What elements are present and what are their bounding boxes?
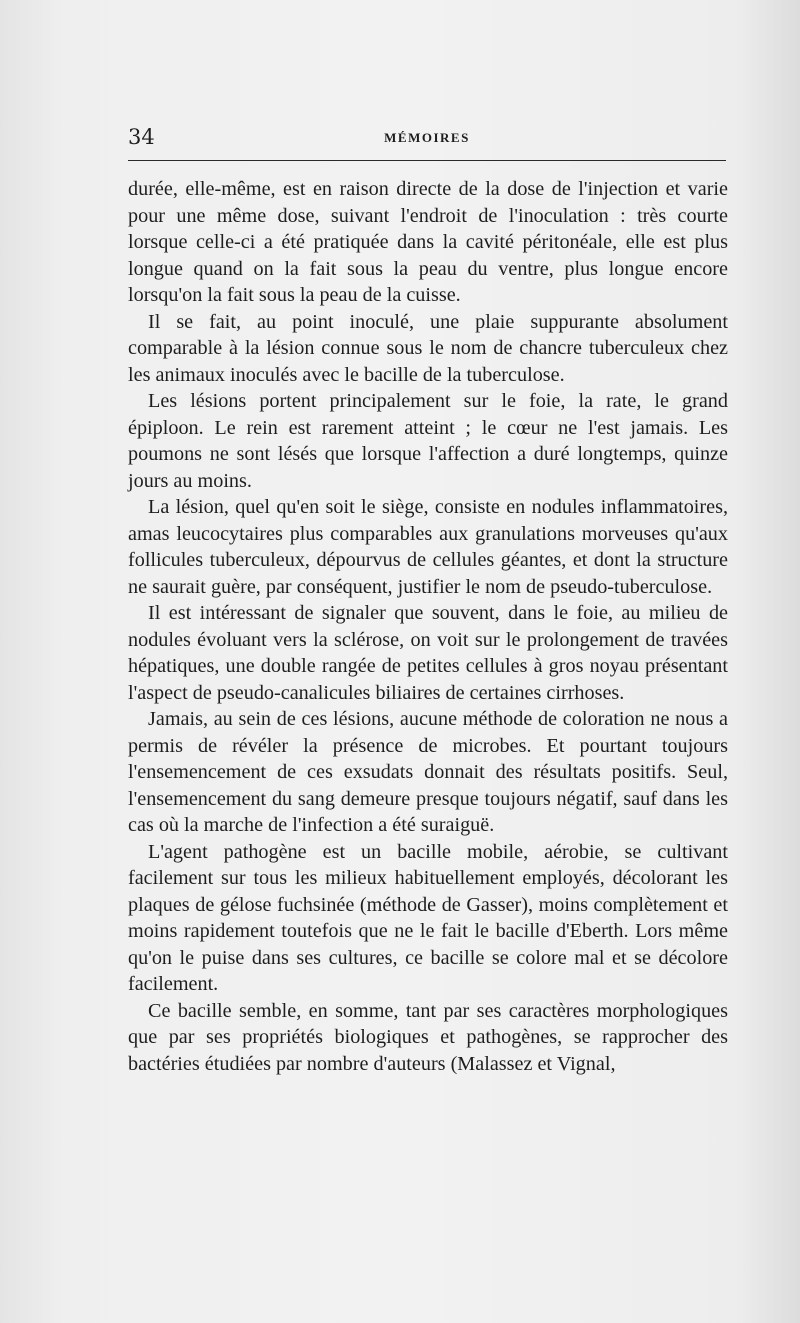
header-rule — [128, 160, 726, 161]
page-number: 34 — [128, 125, 155, 149]
paragraph: La lésion, quel qu'en soit le siège, consiste en nodules inflammatoires, amas leucocytaires plus comparables aux granulations morveuses qu'aux follicules tuberculeux, dépourvus de cellules géantes, et dont la structure ne saurait guère, par conséquent, justifier le nom de pseudo-tuberculose. — [128, 496, 728, 598]
paragraph: Ce bacille semble, en somme, tant par ses caractères morphologiques que par ses propriétés biologiques et pathogènes, se rapprocher des bactéries étudiées par nombre d'auteurs (Malassez et Vignal, — [128, 999, 728, 1075]
page-header — [128, 125, 726, 157]
body-text — [128, 176, 728, 1077]
paragraph: Il se fait, au point inoculé, une plaie suppurante absolument comparable à la lésion connue sous le nom de chancre tuberculeux chez les animaux inoculés avec le bacille de la tuberculose. — [128, 310, 728, 386]
paragraph-continued: durée, elle-même, est en raison directe de la dose de l'injection et varie pour une même dose, suivant l'endroit de l'inoculation : très courte lorsque celle-ci a été pratiquée dans la cavité péritonéale, elle est plus longue quand on la fait sous la peau du ventre, plus longue encore lorsqu'on la fait sous la peau de la cuisse. — [128, 178, 728, 306]
running-title: MÉMOIRES — [384, 130, 470, 145]
paragraph: Les lésions portent principalement sur le foie, la rate, le grand épiploon. Le rein est rarement atteint ; le cœur ne l'est jamais. Les poumons ne sont lésés que lorsque l'affection a duré longtemps, quinze jours au moins. — [128, 390, 728, 492]
paragraph: Il est intéressant de signaler que souvent, dans le foie, au milieu de nodules évoluant vers la sclérose, on voit sur le prolongement de travées hépatiques, une double rangée de petites cellules à gros noyau présentant l'aspect de pseudo-canalicules biliaires de certaines cirrhoses. — [128, 602, 728, 704]
paragraph: Jamais, au sein de ces lésions, aucune méthode de coloration ne nous a permis de révéler la présence de microbes. Et pourtant toujours l'ensemencement de ces exsudats donnait des résultats positifs. Seul, l'ensemencement du sang demeure presque toujours négatif, sauf dans les cas où la marche de l'infection a été suraiguë. — [128, 708, 728, 836]
paragraph: L'agent pathogène est un bacille mobile, aérobie, se cultivant facilement sur tous les milieux habituellement employés, décolorant les plaques de gélose fuchsinée (méthode de Gasser), moins complètement et moins rapidement toutefois que ne le fait le bacille d'Eberth. Lors même qu'on le puise dans ses cultures, ce bacille se colore mal et se décolore facilement. — [128, 840, 728, 995]
